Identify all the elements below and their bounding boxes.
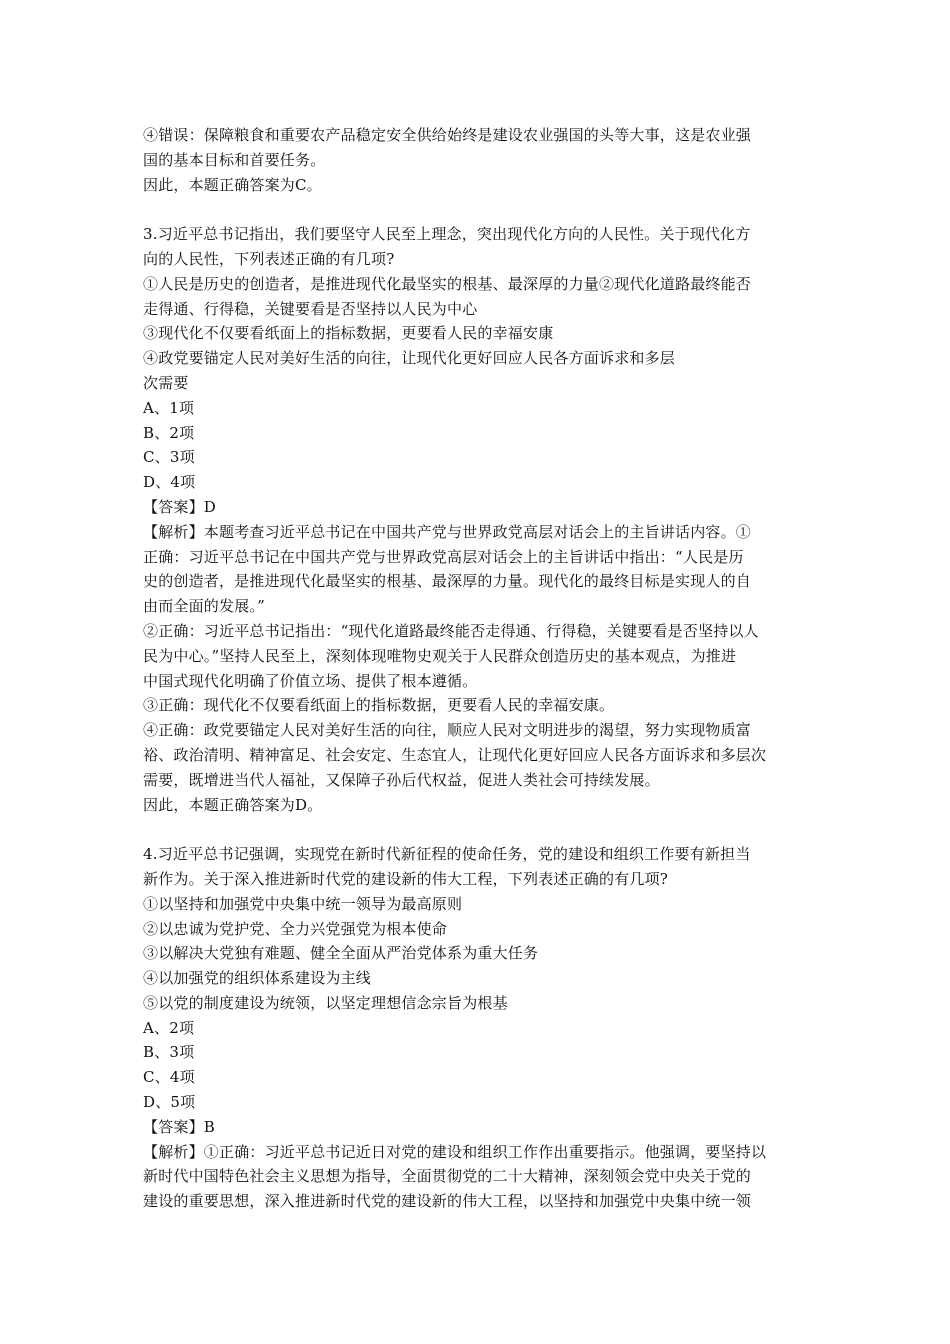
question-3-statement: 次需要 — [143, 373, 189, 392]
question-3-option-b: B、2项 — [143, 423, 195, 442]
question-3-analysis: 【解析】本题考查习近平总书记在中国共产党与世界政党高层对话会上的主旨讲话内容。① — [143, 522, 752, 541]
question-3-analysis: ③正确：现代化不仅要看纸面上的指标数据，更要看人民的幸福安康。 — [143, 696, 615, 715]
blank-line — [143, 817, 811, 842]
text-line: 国的基本目标和首要任务。 — [143, 150, 326, 169]
document-body — [143, 123, 811, 1214]
question-4-analysis: 【解析】①正确：习近平总书记近日对党的建设和组织工作作出重要指示。他强调，要坚持以 — [143, 1142, 767, 1161]
question-3-analysis: 中国式现代化明确了价值立场、提供了根本遵循。 — [143, 671, 478, 690]
question-4-statement: ⑤以党的制度建设为统领，以坚定理想信念宗旨为根基 — [143, 993, 508, 1012]
question-4-option-c: C、4项 — [143, 1068, 195, 1087]
blank-line — [143, 197, 811, 222]
question-4-statement: ③以解决大党独有难题、健全全面从严治党体系为重大任务 — [143, 944, 539, 963]
question-3-analysis: 史的创造者，是推进现代化最坚实的根基、最深厚的力量。现代化的最终目标是实现人的自 — [143, 572, 752, 591]
question-4-analysis: 新时代中国特色社会主义思想为指导，全面贯彻党的二十大精神，深刻领会党中央关于党的 — [143, 1167, 752, 1186]
question-3-analysis: ②正确：习近平总书记指出：“现代化道路最终能否走得通、行得稳，关键要看是否坚持以人 — [143, 621, 759, 640]
question-4-answer: 【答案】B — [143, 1117, 216, 1136]
question-3-statement: ③现代化不仅要看纸面上的指标数据，更要看人民的幸福安康 — [143, 324, 554, 343]
question-3-option-d: D、4项 — [143, 473, 196, 492]
question-3-analysis: ④正确：政党要锚定人民对美好生活的向往，顺应人民对文明进步的渴望，努力实现物质富 — [143, 721, 752, 740]
question-3-analysis: 由而全面的发展。” — [143, 597, 265, 616]
question-3-analysis: 正确：习近平总书记在中国共产党与世界政党高层对话会上的主旨讲话中指出：“人民是历 — [143, 547, 744, 566]
question-3-conclusion: 因此，本题正确答案为D。 — [143, 795, 323, 814]
question-3-stem: 3.习近平总书记指出，我们要坚守人民至上理念，突出现代化方向的人民性。关于现代化方 — [143, 225, 751, 244]
question-3-option-a: A、1项 — [143, 398, 195, 417]
question-3-analysis: 需要，既增进当代人福祉，又保障子孙后代权益，促进人类社会可持续发展。 — [143, 770, 660, 789]
question-4-stem: 4.习近平总书记强调，实现党在新时代新征程的使命任务，党的建设和组织工作要有新担当 — [143, 845, 751, 864]
question-3-option-c: C、3项 — [143, 448, 195, 467]
question-4-option-d: D、5项 — [143, 1093, 196, 1112]
question-3-statement: 走得通、行得稳，关键要看是否坚持以人民为中心 — [143, 299, 478, 318]
question-4-option-a: A、2项 — [143, 1018, 195, 1037]
question-3-analysis: 裕、政治清明、精神富足、社会安定、生态宜人，让现代化更好回应人民各方面诉求和多层次 — [143, 745, 767, 764]
question-4-stem: 新作为。关于深入推进新时代党的建设新的伟大工程，下列表述正确的有几项? — [143, 869, 669, 888]
question-4-analysis: 建设的重要思想，深入推进新时代党的建设新的伟大工程，以坚持和加强党中央集中统一领 — [143, 1192, 752, 1211]
question-4-statement: ②以忠诚为党护党、全力兴党强党为根本使命 — [143, 919, 448, 938]
question-4-statement: ④以加强党的组织体系建设为主线 — [143, 969, 372, 988]
question-3-statement: ④政党要锚定人民对美好生活的向往，让现代化更好回应人民各方面诉求和多层 — [143, 349, 676, 368]
question-3-stem: 向的人民性，下列表述正确的有几项? — [143, 249, 395, 268]
question-4-option-b: B、3项 — [143, 1043, 195, 1062]
text-line: ④错误：保障粮食和重要农产品稳定安全供给始终是建设农业强国的头等大事，这是农业强 — [143, 126, 752, 144]
question-4-statement: ①以坚持和加强党中央集中统一领导为最高原则 — [143, 894, 463, 913]
question-3-answer: 【答案】D — [143, 497, 217, 516]
question-3-analysis: 民为中心。”坚持人民至上，深刻体现唯物史观关于人民群众创造历史的基本观点，为推进 — [143, 646, 737, 665]
text-line: 因此，本题正确答案为C。 — [143, 175, 322, 194]
question-3-statement: ①人民是历史的创造者，是推进现代化最坚实的根基、最深厚的力量②现代化道路最终能否 — [143, 274, 752, 293]
